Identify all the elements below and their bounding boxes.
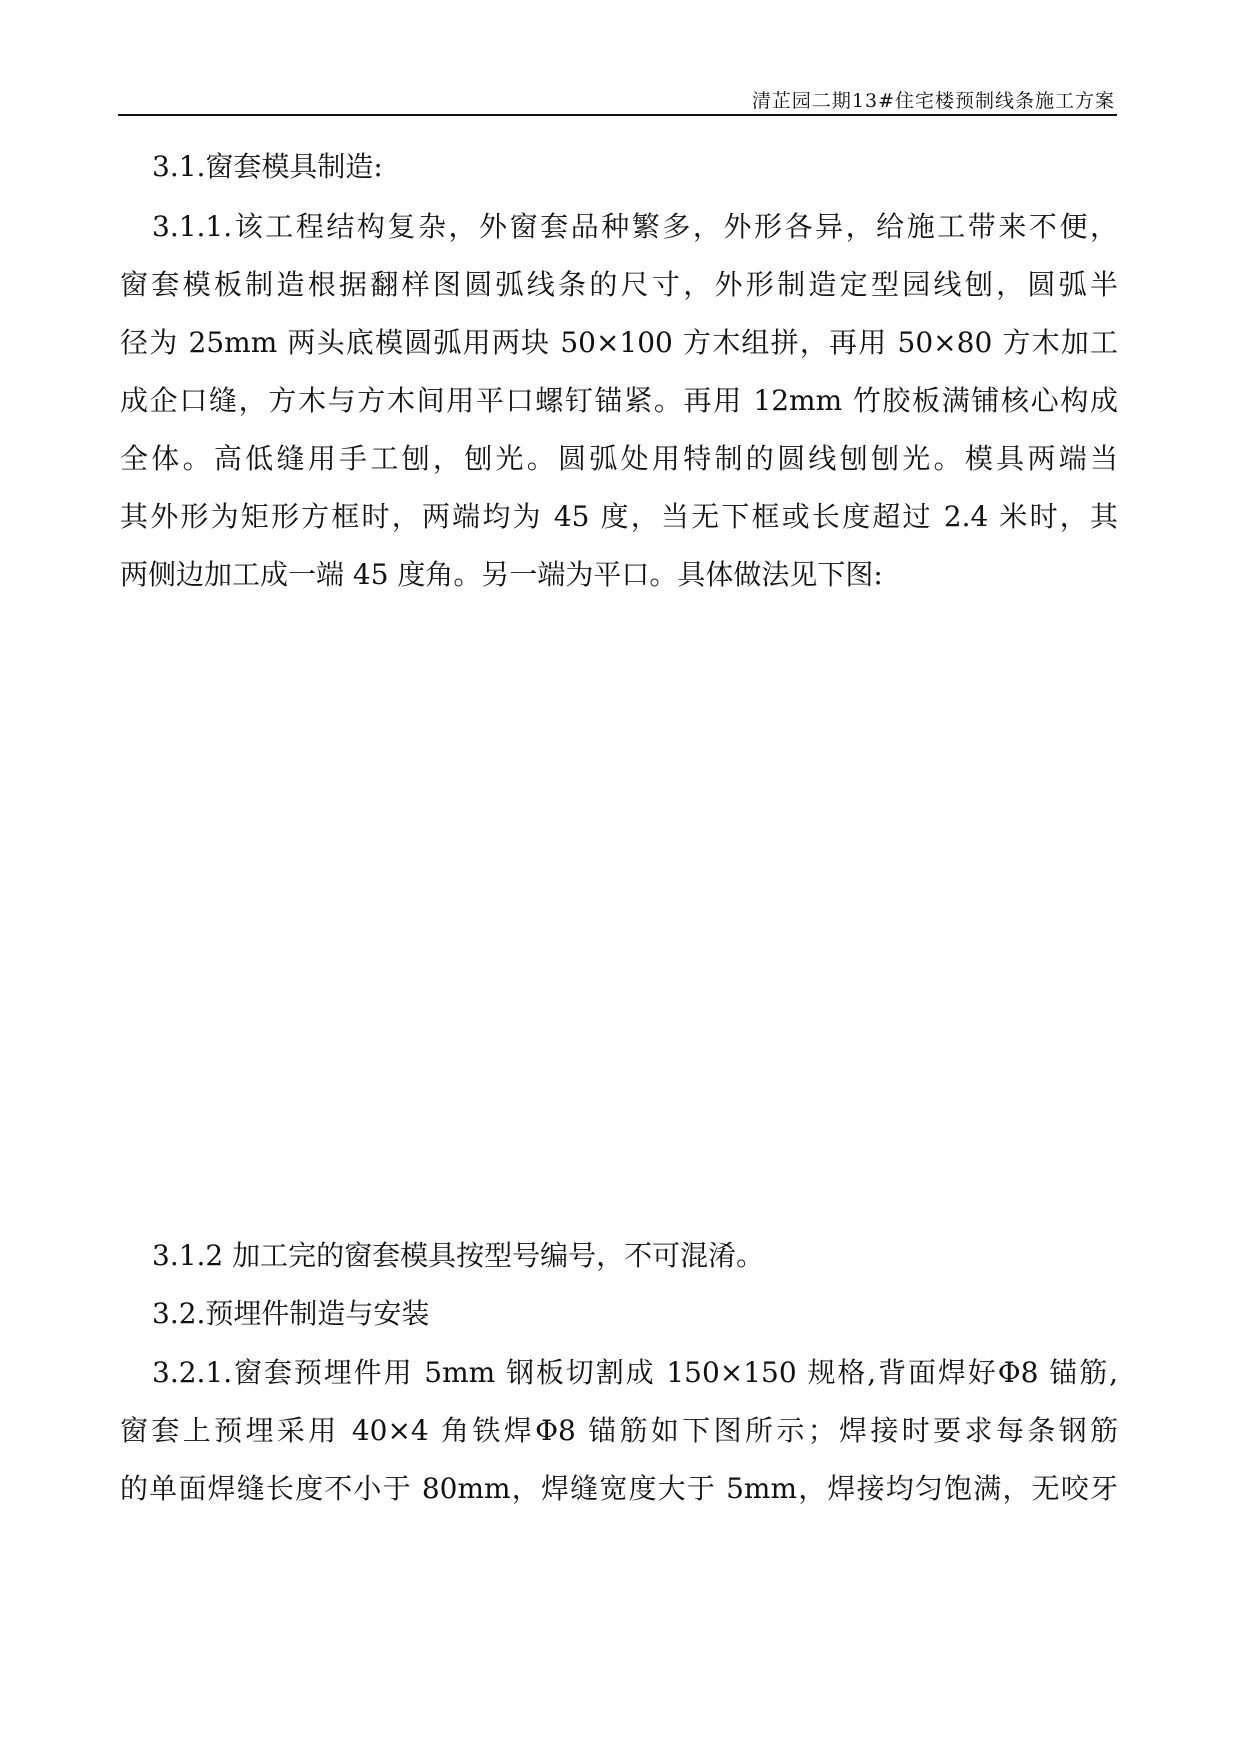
paragraph-3-1-2: 3.1.2 加工完的窗套模具按型号编号，不可混淆。 [152,1239,765,1272]
paragraph-line: 3.1.1.该工程结构复杂，外窗套品种繁多，外形各异，给施工带来不便， [152,210,1118,243]
paragraph-line: 窗套模板制造根据翻样图圆弧线条的尺寸，外形制造定型园线刨，圆弧半 [120,268,1118,301]
paragraph-line: 径为 25mm 两头底模圆弧用两块 50×100 方木组拼，再用 50×80 方木加工 [120,326,1118,359]
paragraph-line: 其外形为矩形方框时，两端均为 45 度，当无下框或长度超过 2.4 米时，其 [120,500,1118,533]
header-divider [118,114,1117,116]
paragraph-line: 3.2.1.窗套预埋件用 5mm 钢板切割成 150×150 规格,背面焊好Φ8 锚筋, [152,1356,1118,1389]
paragraph-line: 两侧边加工成一端 45 度角。另一端为平口。具体做法见下图: [120,558,883,591]
section-3-1-heading: 3.1.窗套模具制造: [152,150,383,183]
paragraph-line: 窗套上预埋采用 40×4 角铁焊Φ8 锚筋如下图所示；焊接时要求每条钢筋 [120,1414,1118,1447]
paragraph-line: 的单面焊缝长度不小于 80mm，焊缝宽度大于 5mm，焊接均匀饱满，无咬牙 [120,1472,1118,1505]
section-3-2-heading: 3.2.预埋件制造与安装 [152,1297,430,1330]
header-title: 清芷园二期13#住宅楼预制线条施工方案 [751,90,1115,112]
paragraph-line: 成企口缝，方木与方木间用平口螺钉锚紧。再用 12mm 竹胶板满铺核心构成 [120,384,1118,417]
figure-placeholder [120,690,1118,1230]
paragraph-line: 全体。高低缝用手工刨，刨光。圆弧处用特制的圆线刨刨光。模具两端当 [120,442,1118,475]
